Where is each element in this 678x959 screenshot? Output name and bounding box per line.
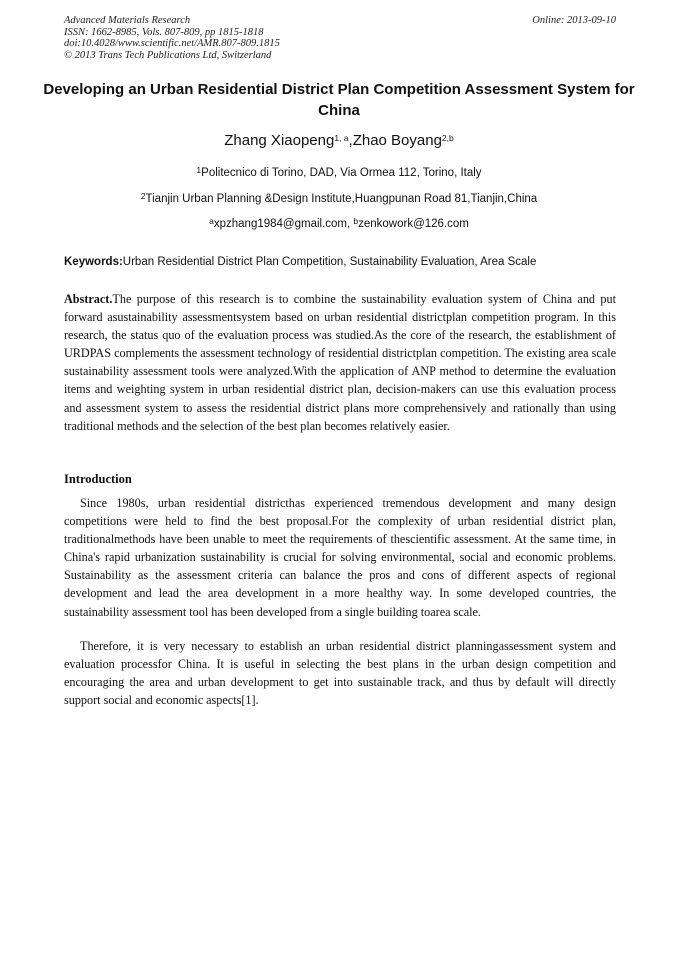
affiliation-2-text: Tianjin Urban Planning &Design Institute,Huangpunan Road 81,Tianjin,China [145, 193, 538, 205]
header-top-row [64, 15, 616, 27]
affiliation-1-text: Politecnico di Torino, DAD, Via Ormea 112, Torino, Italy [201, 167, 482, 179]
author-1-name: Zhang Xiaopeng [224, 132, 335, 149]
abstract [64, 290, 616, 435]
abstract-label: Abstract. [64, 292, 113, 306]
keywords-text: Urban Residential District Plan Competition, Sustainability Evaluation, Area Scale [122, 256, 537, 268]
introduction-paragraph-2: Therefore, it is very necessary to establish an urban residential district planningassessment system and evaluation processfor China. It is useful in selecting the best plans in the urban design competition and encouraging the area and urban development to get into sustainable track, and thus by default will directly support social and economic aspects[1]. [64, 639, 616, 708]
author-1-superscript: 1, a [334, 133, 349, 143]
author-separator: , [348, 132, 353, 149]
copyright-line: © 2013 Trans Tech Publications Ltd, Switzerland [64, 49, 272, 61]
online-date: Online: 2013-09-10 [532, 15, 616, 26]
publication-header [64, 15, 616, 61]
doi-line: doi:10.4028/www.scientific.net/AMR.807-809.1815 [64, 38, 280, 50]
affiliation-2-superscript: 2 [140, 191, 146, 201]
email-a-superscript: a [209, 216, 214, 226]
paper-title: Developing an Urban Residential District Plan Competition Assessment System for China [43, 81, 635, 119]
author-line [40, 131, 638, 151]
issn-line: ISSN: 1662-8985, Vols. 807-809, pp 1815-1818 [64, 26, 264, 38]
keywords [64, 255, 616, 270]
author-2-superscript: 2,b [441, 133, 454, 143]
keywords-label: Keywords: [64, 256, 123, 268]
email-a: xpzhang1984@gmail.com, [213, 218, 354, 230]
email-line [40, 217, 638, 232]
section-heading-introduction: Introduction [64, 472, 132, 486]
affiliation-1-superscript: 1 [196, 165, 202, 175]
email-b-superscript: b [353, 216, 359, 226]
email-b: zenkowork@126.com [358, 218, 469, 230]
author-2-name: Zhao Boyang [352, 132, 442, 149]
affiliation-2 [40, 192, 638, 207]
introduction-paragraph-1: Since 1980s, urban residential districthas experienced tremendous development and many design competitions were held to find the best proposal.For the complexity of urban residential district plan, traditionalmethods have been unable to meet the requirements of thescientific assessment. At the same time, in China's rapid urbanization sustainability is crucial for solving environmental, social and economic problems. Sustainability as the assessment criteria can balance the pros and cons of different aspects of regional development and lead the area development in a more healthy way. In some developed countries, the sustainability assessment tool has been developed from a single building toarea scale. [64, 496, 616, 619]
abstract-text: The purpose of this research is to combine the sustainability evaluation system of China and put forward asustainability assessmentsystem based on urban residential districtplan competition program. In this research, the status quo of the evaluation process was studied.As the core of the research, the establishment of URDPAS complements the assessment technology of residential districtplan competition. The existing area scale sustainability assessment tools were analyzed.With the application of ANP method to determine the evaluation items and weighting system in urban residential district plan, decision-makers can use this evaluation process and assessment system to assess the residential district plans more comprehensively and rationally than using traditional methods and the selection of the best plan becomes relatively easier. [64, 292, 616, 433]
journal-name: Advanced Materials Research [64, 15, 191, 26]
affiliation-1 [40, 166, 638, 181]
